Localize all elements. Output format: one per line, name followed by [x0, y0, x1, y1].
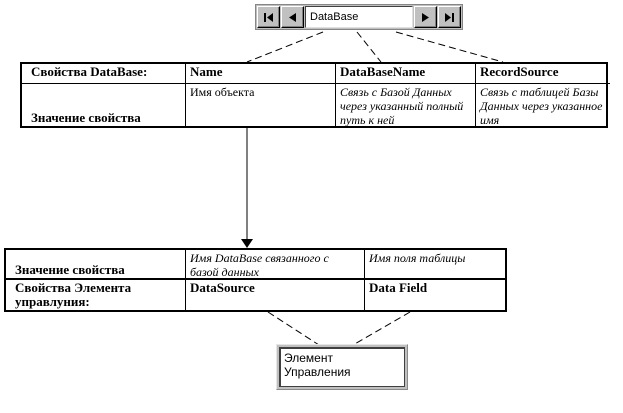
db-table-header-recordsource: RecordSource [475, 64, 610, 83]
connector-control-to-databasename [357, 32, 381, 62]
db-table-name-value: Имя объекта [185, 83, 335, 126]
control-element-label: Элемент Управления [279, 347, 405, 387]
next-record-icon [421, 13, 430, 22]
ctrl-table-datasource-value: Имя DataBase связанного с базой данных [185, 250, 364, 278]
db-table-databasename-value: Связь с Базой Данных через указанный полный путь к ней [335, 83, 475, 126]
control-properties-table [4, 248, 507, 312]
data-control [255, 4, 463, 30]
ctrl-table-datafield-prop: Data Field [364, 278, 505, 310]
previous-record-icon [288, 13, 297, 22]
first-record-icon [263, 13, 274, 22]
db-table-header-name: Name [185, 64, 335, 83]
db-table-row-label: Значение свойства [22, 83, 185, 126]
database-properties-table [20, 62, 608, 128]
db-table-header-properties: Свойства DataBase: [31, 64, 148, 79]
last-record-button[interactable] [438, 6, 461, 28]
ctrl-table-datasource-prop: DataSource [185, 278, 364, 310]
db-table-header-databasename: DataBaseName [335, 64, 475, 83]
ctrl-table-props-row-label: Свойства Элемента управлуния: [6, 278, 185, 310]
data-control-caption: DataBase [305, 6, 413, 28]
ctrl-table-datafield-value: Имя поля таблицы [364, 250, 505, 278]
last-record-icon [444, 13, 455, 22]
connector-datafield-to-box [353, 312, 410, 345]
connector-control-to-name [247, 32, 323, 62]
first-record-button[interactable] [257, 6, 280, 28]
control-element-box [276, 344, 408, 390]
db-table-recordsource-value: Связь с таблицей Базы Данных через указанное имя [475, 83, 610, 126]
arrowhead-icon [241, 239, 253, 248]
previous-record-button[interactable] [281, 6, 304, 28]
next-record-button[interactable] [414, 6, 437, 28]
connector-datasource-to-box [268, 312, 319, 345]
ctrl-table-value-row-label: Значение свойства [15, 262, 125, 277]
connector-control-to-recordsource [396, 32, 503, 62]
